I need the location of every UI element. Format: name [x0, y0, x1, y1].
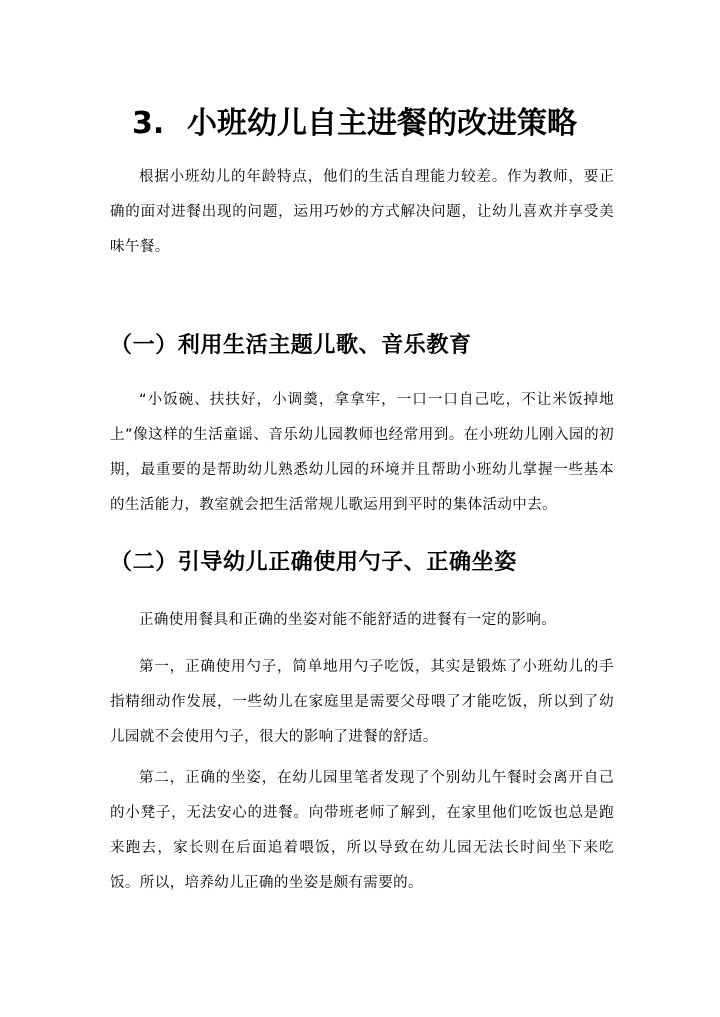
section-2-paragraph-3: 第二，正确的坐姿，在幼儿园里笔者发现了个别幼儿午餐时会离开自己的小凳子，无法安心的进餐。向带班老师了解到，在家里他们吃饭也总是跑来跑去，家长则在后面追着喂饭，所以导致在幼儿园无法长时间坐下来吃饭。所以，培养幼儿正确的坐姿是颇有需要的。: [110, 770, 614, 891]
section-1-heading: （一）利用生活主题儿歌、音乐教育: [110, 333, 472, 358]
title-text: 小班幼儿自主进餐的改进策略: [187, 106, 577, 142]
section-2-paragraph-1: 正确使用餐具和正确的坐姿对能不能舒适的进餐有一定的影响。: [139, 612, 557, 628]
intro-paragraph: 根据小班幼儿的年龄特点，他们的生活自理能力较差。作为教师，要正确的面对进餐出现的问题，运用巧妙的方式解决问题，让幼儿喜欢并享受美味午餐。: [110, 169, 614, 255]
section-2-paragraph-2: 第一，正确使用勺子，简单地用勺子吃饭，其实是锻炼了小班幼儿的手指精细动作发展，一些幼儿在家庭里是需要父母喂了才能吃饭，所以到了幼儿园就不会使用勺子，很大的影响了进餐的舒适。: [110, 659, 614, 745]
section-1-paragraph: “小饭碗、扶扶好，小调羹，拿拿牢，一口一口自己吃，不让米饭掉地上”像这样的生活童谣、音乐幼儿园教师也经常用到。在小班幼儿刚入园的初期，最重要的是帮助幼儿熟悉幼儿园的环境并且帮助小班幼儿掌握一些基本的生活能力，教室就会把生活常规儿歌运用到平时的集体活动中去。: [110, 392, 614, 513]
section-2-heading: （二）引导幼儿正确使用勺子、正确坐姿: [110, 550, 517, 575]
title-number: 3.: [132, 106, 165, 142]
page-title: [132, 104, 577, 144]
